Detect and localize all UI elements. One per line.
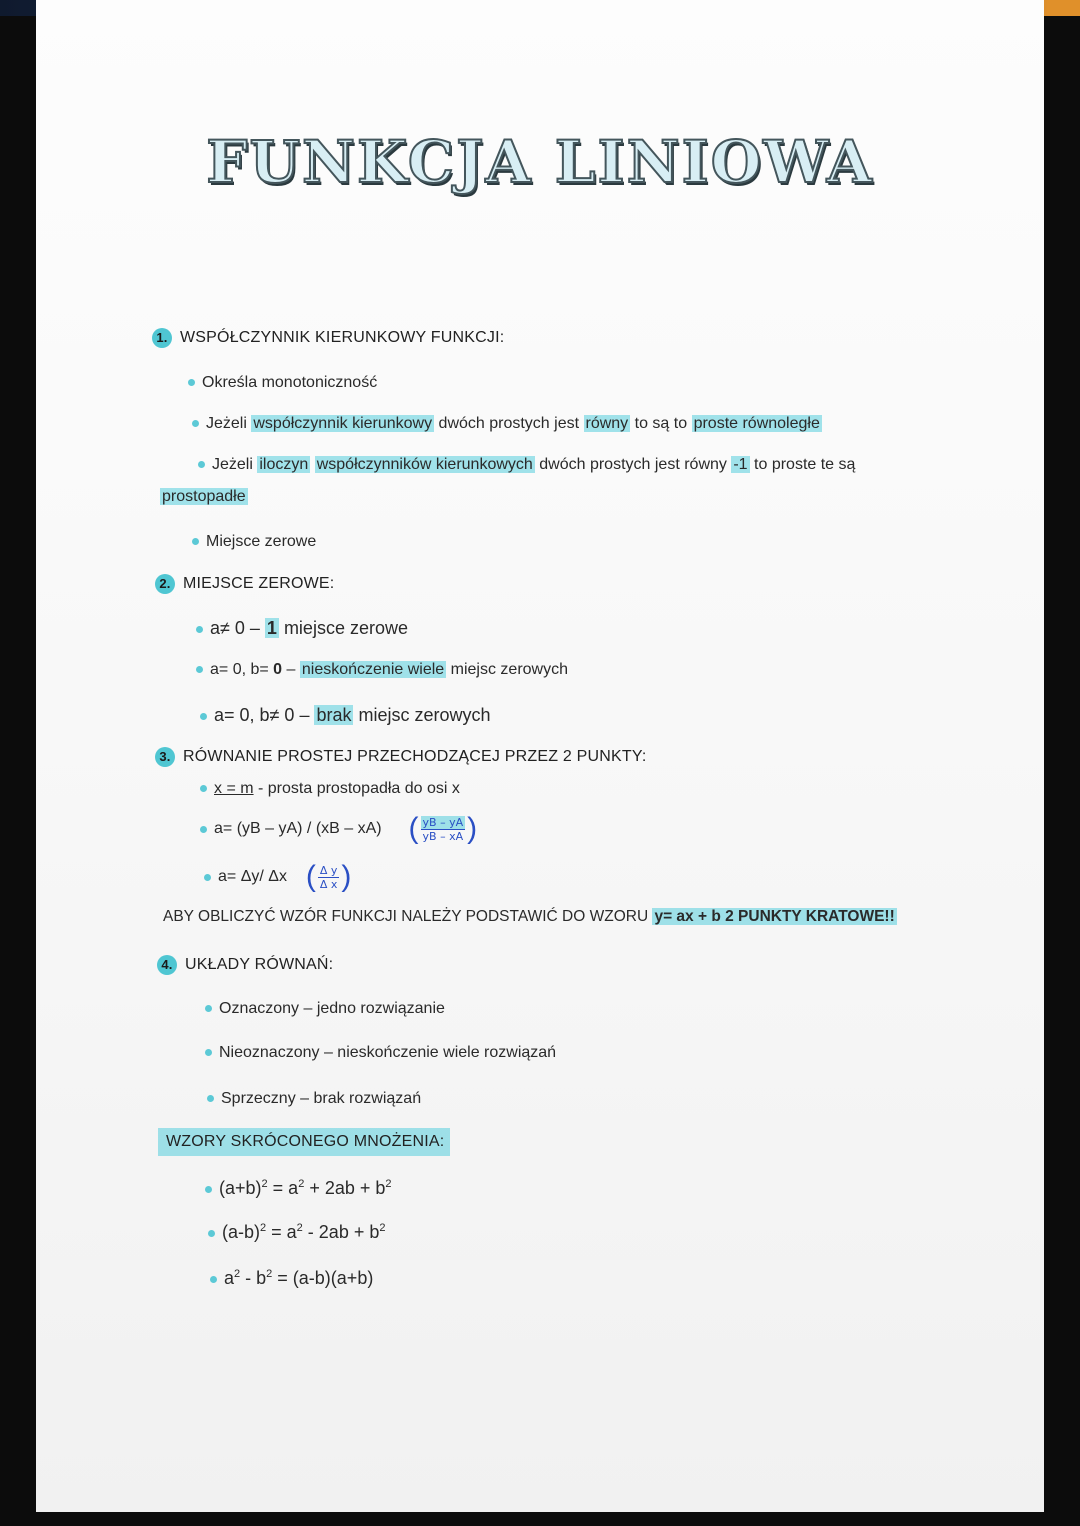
bullet-icon: [188, 379, 195, 386]
bullet-delta-formula: a= Δy/ Δx ( $\frac{\text{Δ y}}{\text{Δ x}}$ ): [204, 860, 351, 894]
formula-square-sum: $(a+b)^2 = a^2 + 2ab + b^2$: [205, 1178, 392, 1199]
section-number: 3.: [155, 747, 175, 767]
section-number: 4.: [157, 955, 177, 975]
section-4-heading: 4. UKŁADY RÓWNAŃ:: [157, 955, 333, 975]
bullet-vertical-line: x = m - prosta prostopadła do osi x: [200, 780, 460, 798]
bullet-indeterminate: Nieoznaczony – nieskończenie wiele rozwiązań: [205, 1044, 556, 1062]
bullet-perpendicular-line2: prostopadłe: [162, 488, 246, 505]
bullet-icon: [205, 1186, 212, 1193]
bullet-infinite-zeros: a= 0, b= 0 – nieskończenie wiele miejsc zerowych: [196, 661, 568, 679]
bullet-zero-point: Miejsce zerowe: [192, 533, 316, 551]
note-lattice-points: ABY OBLICZYĆ WZÓR FUNKCJI NALEŻY PODSTAWIĆ DO WZORU y= ax + b 2 PUNKTY KRATOWE!!: [163, 908, 895, 925]
section-2-heading: 2. MIEJSCE ZEROWE:: [155, 574, 334, 594]
section-3-heading: 3. RÓWNANIE PROSTEJ PRZECHODZĄCEJ PRZEZ 2 PUNKTY:: [155, 747, 646, 767]
formula-square-difference: $(a-b)^2 = a^2 - 2ab + b^2$: [208, 1222, 385, 1243]
bullet-determined: Oznaczony – jedno rozwiązanie: [205, 1000, 445, 1018]
section-5-heading: WZORY SKRÓCONEGO MNOŻENIA:: [166, 1133, 445, 1150]
page-title: FUNKCJA LINIOWA: [206, 128, 874, 196]
bullet-one-zero: a≠ 0 – 1 miejsce zerowe: [196, 618, 408, 639]
formula-difference-of-squares: $a^2 - b^2 = (a-b)(a+b)$: [210, 1268, 373, 1289]
bullet-slope-formula: a= (yB – yA) / (xB – xA) ( $\frac{yB - yA}{yB - xA}$ ): [200, 812, 477, 846]
bullet-icon: [192, 538, 199, 545]
bullet-monotonicity: Określa monotoniczność: [188, 374, 377, 392]
bullet-icon: [196, 666, 203, 673]
handwritten-delta-fraction: $\frac{\text{Δ y}}{\text{Δ x}}$: [319, 863, 338, 891]
bullet-icon: [200, 826, 207, 833]
bullet-icon: [210, 1276, 217, 1283]
section-number: 1.: [152, 328, 172, 348]
bullet-icon: [198, 461, 205, 468]
bullet-icon: [204, 874, 211, 881]
bullet-icon: [208, 1230, 215, 1237]
bullet-icon: [192, 420, 199, 427]
bullet-icon: [200, 785, 207, 792]
bullet-no-zeros: a= 0, b≠ 0 – brak miejsc zerowych: [200, 705, 491, 726]
bullet-inconsistent: Sprzeczny – brak rozwiązań: [207, 1090, 421, 1108]
bullet-icon: [205, 1005, 212, 1012]
bullet-icon: [205, 1049, 212, 1056]
bullet-perpendicular-lines: Jeżeli iloczyn współczynników kierunkowych dwóch prostych jest równy -1 to proste te są: [198, 456, 855, 474]
section-number: 2.: [155, 574, 175, 594]
bullet-parallel-lines: Jeżeli współczynnik kierunkowy dwóch prostych jest równy to są to proste równoległe: [192, 415, 822, 433]
bullet-icon: [200, 713, 207, 720]
section-1-heading: 1. WSPÓŁCZYNNIK KIERUNKOWY FUNKCJI:: [152, 328, 504, 348]
bullet-icon: [207, 1095, 214, 1102]
handwritten-fraction: $\frac{yB - yA}{yB - xA}$: [422, 815, 464, 843]
bullet-icon: [196, 626, 203, 633]
